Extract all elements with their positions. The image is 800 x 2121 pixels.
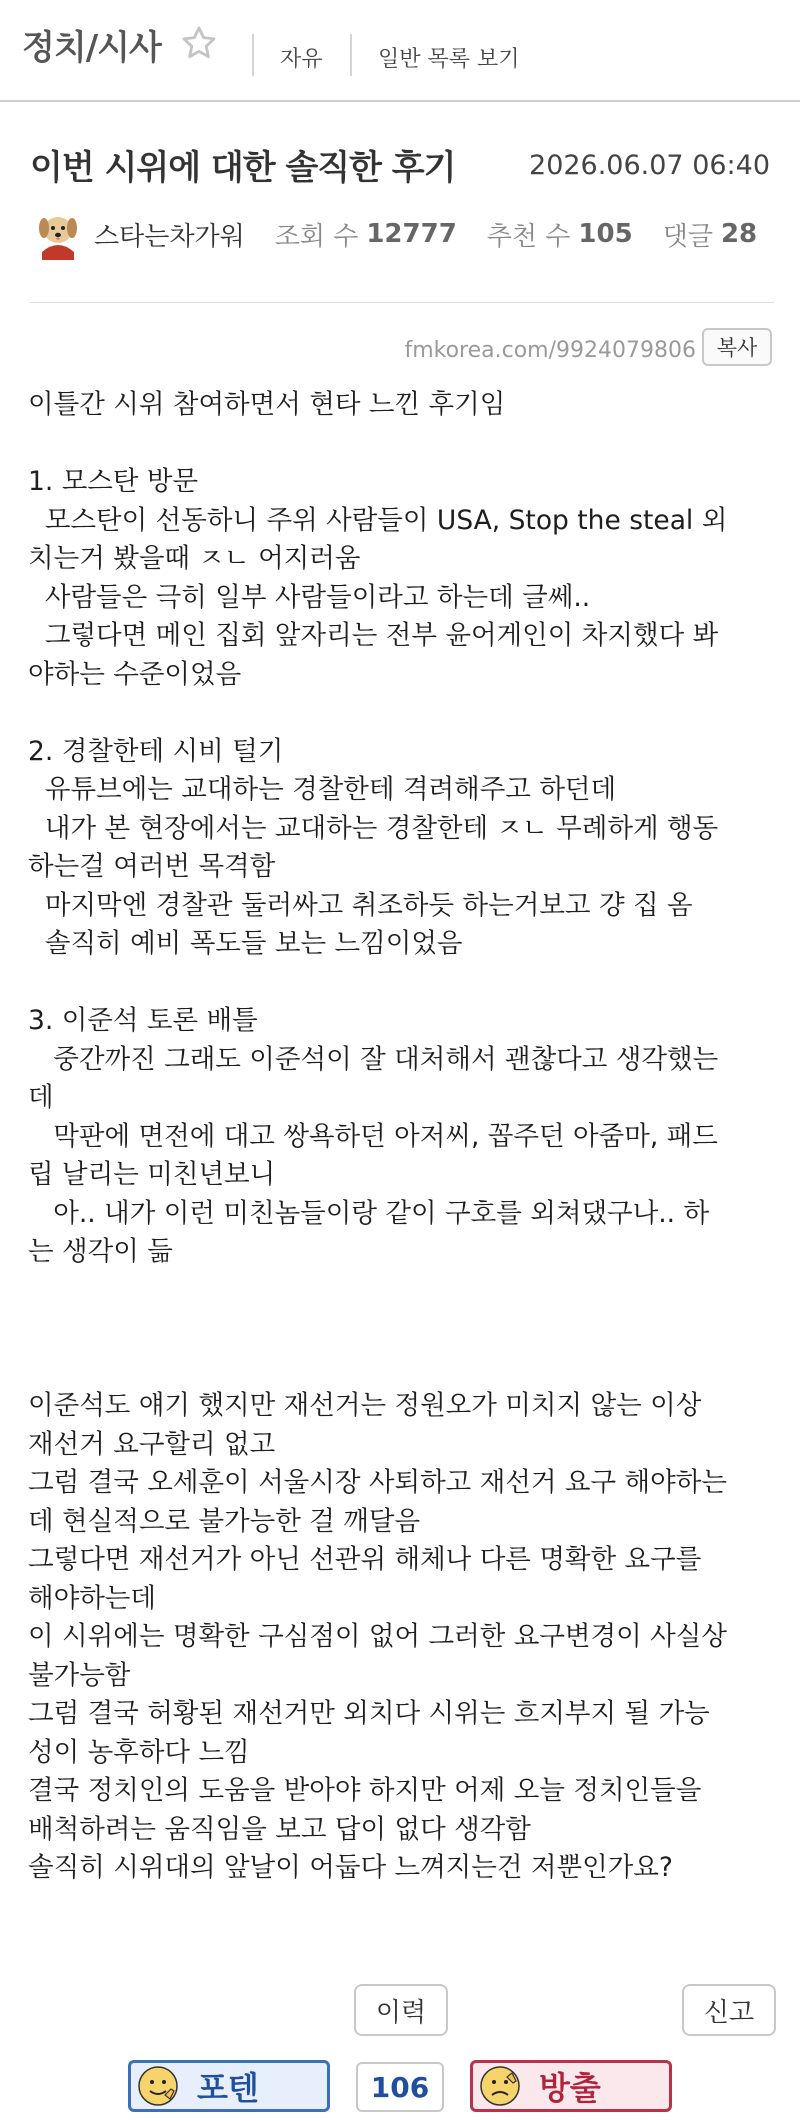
- post-body-line: 마지막엔 경찰관 둘러싸고 취조하듯 하는거보고 걍 집 옴: [28, 889, 693, 921]
- post-body-line: 결국 정치인의 도움을 받아야 하지만 어제 오늘 정치인들을: [28, 1775, 702, 1806]
- post-body: [28, 386, 780, 1888]
- post-body-line: 배척하려는 움직임을 보고 답이 없다 생각함: [28, 1813, 531, 1845]
- board-title[interactable]: 정치/시사: [22, 28, 161, 68]
- view-list-link[interactable]: 일반 목록 보기: [378, 47, 520, 72]
- views-label: 조회 수: [274, 221, 359, 252]
- star-outline-icon[interactable]: [180, 24, 218, 62]
- vote-down-label: 방출: [539, 2069, 601, 2107]
- post-body-line: 성이 농후하다 느낌: [28, 1736, 250, 1768]
- post-body-line: 유튜브에는 교대하는 경찰한테 격려해주고 하던데: [28, 774, 617, 805]
- tab-free[interactable]: 자유: [280, 47, 323, 72]
- nav-divider: [252, 34, 254, 76]
- vote-up-button[interactable]: [128, 2060, 330, 2112]
- post-body-line: 아.. 내가 이런 미친놈들이랑 같이 구호를 외쳐댔구나.. 하: [28, 1197, 710, 1229]
- post-body-line: 재선거 요구할리 없고: [28, 1428, 276, 1460]
- vote-up-label: 포텐: [197, 2069, 259, 2107]
- post-body-line: 막판에 면전에 대고 쌍욕하던 아저씨, 꼽주던 아줌마, 패드: [28, 1120, 718, 1152]
- vote-down-button[interactable]: [470, 2060, 672, 2112]
- comments-count[interactable]: 28: [720, 219, 758, 249]
- post-url[interactable]: fmkorea.com/9924079806: [404, 338, 696, 363]
- thumbs-down-icon: [479, 2065, 521, 2107]
- post-body-line: 그럼 결국 허황된 재선거만 외치다 시위는 흐지부지 될 가능: [28, 1698, 710, 1729]
- history-button[interactable]: 이력: [354, 1984, 448, 2036]
- post-body-line: 내가 본 현장에서는 교대하는 경찰한테 ㅈㄴ 무례하게 행동: [28, 812, 719, 844]
- post-body-line: [28, 694, 780, 733]
- post-meta: [32, 208, 757, 260]
- post-title: 이번 시위에 대한 솔직한 후기: [30, 148, 456, 188]
- puppy-avatar-icon[interactable]: [32, 208, 84, 260]
- post-body-line: 하는걸 여러번 목격함: [28, 851, 276, 882]
- post-body-line: 솔직히 예비 폭도들 보는 느낌이었음: [28, 928, 463, 959]
- post-body-line: 2. 경찰한테 시비 털기: [28, 735, 284, 767]
- post-body-line: 데 현실적으로 불가능한 걸 깨달음: [28, 1505, 421, 1537]
- thumbs-up-icon: [137, 2065, 179, 2107]
- top-bar: [0, 0, 800, 102]
- post-body-line: 1. 모스탄 방문: [28, 466, 199, 497]
- post-body-line: [28, 1272, 780, 1311]
- post-body-line: 3. 이준석 토론 배틀: [28, 1005, 258, 1036]
- views-count: 12777: [366, 219, 457, 249]
- post-body-line: [28, 1349, 780, 1388]
- report-button[interactable]: 신고: [682, 1984, 776, 2036]
- post-body-line: [28, 1310, 780, 1349]
- post-body-line: 이준석도 얘기 했지만 재선거는 정원오가 미치지 않는 이상: [28, 1390, 702, 1421]
- post-body-line: 립 날리는 미친년보니: [28, 1159, 276, 1190]
- divider: [30, 302, 774, 303]
- recommend-count: 105: [578, 219, 633, 249]
- author-name[interactable]: 스타는차가워: [94, 221, 245, 252]
- post-body-line: 야하는 수준이었음: [28, 658, 242, 690]
- post-body-line: 데: [28, 1082, 54, 1113]
- copy-url-button[interactable]: 복사: [702, 328, 772, 366]
- post-body-line: 모스탄이 선동하니 주위 사람들이 USA, Stop the steal 외: [28, 504, 728, 536]
- post-body-line: [28, 425, 780, 464]
- vote-count: 106: [356, 2062, 444, 2112]
- post-body-line: 치는거 봤을때 ㅈㄴ 어지러움: [28, 543, 361, 574]
- post-body-line: 그렇다면 메인 집회 앞자리는 전부 윤어게인이 차지했다 봐: [28, 620, 719, 651]
- post-body-line: 이 시위에는 명확한 구심점이 없어 그러한 요구변경이 사실상: [28, 1621, 727, 1652]
- post-body-line: 불가능함: [28, 1659, 131, 1691]
- post-body-line: 는 생각이 듦: [28, 1236, 173, 1267]
- recommend-label: 추천 수: [486, 221, 571, 252]
- post-body-line: 솔직히 시위대의 앞날이 어둡다 느껴지는건 저뿐인가요?: [28, 1852, 673, 1883]
- post-body-line: 이틀간 시위 참여하면서 현타 느낀 후기임: [28, 389, 506, 420]
- post-body-line: 그럼 결국 오세훈이 서울시장 사퇴하고 재선거 요구 해야하는: [28, 1467, 727, 1498]
- post-body-line: 그렇다면 재선거가 아닌 선관위 해체나 다른 명확한 요구를: [28, 1544, 702, 1575]
- post-body-line: 해야하는데: [28, 1582, 156, 1614]
- post-body-line: 중간까진 그래도 이준석이 잘 대처해서 괜찮다고 생각했는: [28, 1043, 719, 1075]
- post-body-line: [28, 964, 780, 1003]
- comments-label: 댓글: [662, 221, 713, 252]
- post-body-line: 사람들은 극히 일부 사람들이라고 하는데 글쎄..: [28, 581, 591, 613]
- nav-divider: [350, 34, 352, 76]
- post-date: 2026.06.07 06:40: [529, 150, 770, 181]
